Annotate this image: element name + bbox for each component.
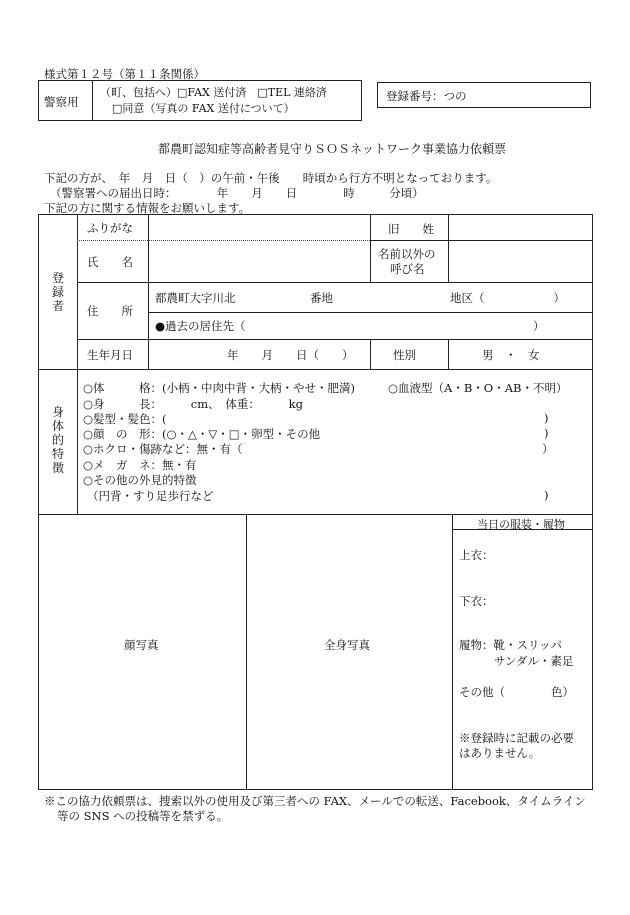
sex-value: 男 ・ 女 (482, 348, 540, 362)
physical-section-top (38, 369, 593, 370)
height-weight: ○身 長： cm、 体重： kg (83, 397, 303, 411)
full-body-photo-label: 全身写真 (324, 638, 370, 652)
face-photo-label: 顔写真 (124, 638, 159, 652)
face-shape: ○顔 の 形：(○・△・▽・□・卵型・その他 (83, 427, 321, 441)
mole-scar: ○ホクロ・傷跡など：無・有（ (83, 442, 243, 456)
other-features: ○その他の外見的特徴 (83, 473, 197, 487)
birthdate-row-top (77, 339, 593, 340)
police-use-label: 警察用 (44, 95, 79, 109)
footer-note-line1: ※この協力依頼票は、捜索以外の使用及び第三者への FAX、メールでの転送、Facebook、タイムライン (44, 794, 586, 808)
registration-number: 登録番号：つの (386, 89, 467, 103)
page-title: 都農町認知症等高齢者見守りＳＯＳネットワーク事業協力依頼票 (158, 142, 507, 156)
hair-close: ) (544, 411, 549, 425)
other-features-example: （円背・すり足歩行など (87, 489, 214, 503)
furigana-label: ふりがな (87, 221, 133, 235)
police-box-divider (92, 80, 93, 121)
past-residence-divider (148, 312, 593, 313)
footer-note-line2: 等の SNS への投稿等を禁ずる。 (57, 809, 229, 823)
glasses: ○メ ガ ネ：無・有 (83, 458, 197, 472)
old-surname-divider-right (448, 214, 449, 282)
old-surname-label: 旧 姓 (388, 222, 434, 236)
other-name-label-1: 名前以外の (378, 247, 436, 261)
intro-line3: 下記の方に関する情報をお願いします。 (44, 201, 251, 215)
clothing-shoes-2: サンダル・素足 (494, 654, 574, 668)
birthdate-label: 生年月日 (87, 348, 133, 362)
photo-section-top (38, 514, 593, 515)
registrant-label-divider (148, 214, 149, 369)
clothing-note-2: はありません。 (459, 746, 541, 760)
blood-type: ○血液型（A・B・O・AB・不明） (388, 381, 568, 395)
face-close: ) (544, 426, 549, 440)
intro-line1: 下記の方が、 年 月 日（ ）の午前・午後 時頃から行方不明となっております。 (44, 171, 498, 185)
clothing-divider (452, 514, 453, 790)
clothing-top: 上衣： (459, 548, 494, 562)
body-type: ○体 格：(小柄・中肉中背・大柄・やせ・肥満) (83, 381, 356, 395)
mole-close: ） (542, 442, 554, 456)
birthdate-value: 年 月 日（ ） (227, 348, 354, 362)
section-label-divider (77, 214, 78, 514)
sex-divider-left (370, 339, 371, 369)
physical-section-label: 身体的特徴 (51, 405, 64, 475)
clothing-bottom: 下衣： (459, 594, 494, 608)
name-label: 氏 名 (87, 255, 133, 269)
address-label: 住 所 (87, 304, 133, 318)
clothing-header: 当日の服装・履物 (477, 518, 565, 531)
police-status-line1: （町、包括へ）□FAX 送付済 □TEL 連絡済 (100, 86, 327, 99)
sex-divider-right (448, 339, 449, 369)
intro-line2: （警察署への届出日時： 年 月 日 時 分頃） (50, 186, 424, 200)
address-prefix: 都農町大字川北 (155, 291, 236, 305)
address-district: 地区（ ） (450, 291, 565, 305)
address-banchi: 番地 (310, 291, 333, 305)
clothing-other: その他（ 色） (459, 685, 574, 699)
other-close: ) (544, 488, 549, 502)
clothing-shoes-1: 履物：靴・スリッパ (459, 638, 563, 652)
registrant-section-label: 登録者 (51, 271, 64, 313)
sex-label: 性別 (393, 348, 416, 362)
old-surname-divider-left (370, 214, 371, 282)
hair: ○髪型・髪色：( (83, 412, 167, 426)
police-consent-line: □同意（写真の FAX 送付について） (112, 102, 295, 115)
form-number: 様式第１２号（第１１条関係） (44, 67, 205, 81)
past-residence: ●過去の居住先（ ） (155, 319, 545, 333)
address-row-top (77, 282, 593, 283)
photo-divider (246, 514, 247, 790)
clothing-note-1: ※登録時に記載の必要 (459, 731, 574, 745)
furigana-divider (77, 240, 370, 241)
old-surname-row-divider (370, 240, 593, 241)
other-name-label-2: 呼び名 (390, 262, 425, 276)
